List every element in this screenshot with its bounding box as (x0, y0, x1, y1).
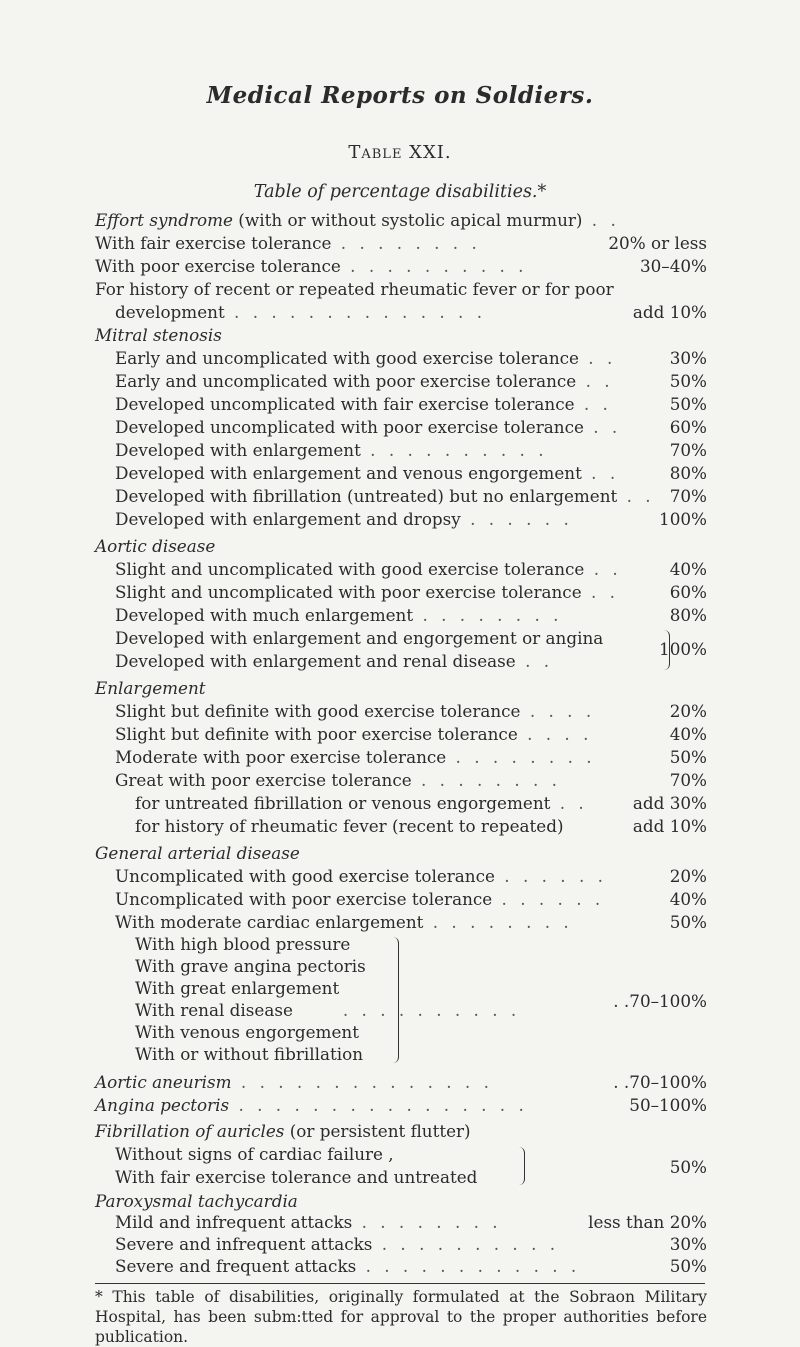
table-row-label: development . . . . . . . . . . . . . . (115, 302, 487, 322)
table-row-label: Severe and infrequent attacks . . . . . . . . . . (115, 1234, 560, 1254)
table-row-value: 70% (669, 486, 707, 506)
table-row-value: 70% (669, 770, 707, 790)
table-row-label: Slight but definite with poor exercise tolerance . . . . (115, 724, 593, 744)
table-row-value: 50% (669, 747, 707, 767)
table-row-value: add 10% (632, 816, 707, 836)
section-heading-aortic: Aortic disease (95, 536, 216, 556)
section-heading-effort: Effort syndrome (with or without systolic apical murmur) . . (95, 210, 620, 230)
table-row-label: With venous engorgement (135, 1022, 359, 1042)
table-row-label: Developed with enlargement . . . . . . . . . . (115, 440, 548, 460)
table-row-label: Mild and infrequent attacks . . . . . . . . (115, 1212, 502, 1232)
table-row-label: With grave angina pectoris (135, 956, 366, 976)
table-row-value: 40% (669, 559, 707, 579)
table-row-label: Developed with enlargement and engorgement or angina (115, 628, 604, 648)
table-row-value: 50% (669, 1157, 707, 1177)
section-heading-fibrillation: Fibrillation of auricles (or persistent flutter) (95, 1121, 471, 1141)
section-heading-paroxysmal: Paroxysmal tachycardia (95, 1191, 298, 1211)
table-row-value: 50–100% (629, 1095, 707, 1115)
brace-mark (392, 937, 399, 1063)
table-row-value: 60% (669, 417, 707, 437)
table-row-label: With or without fibrillation (135, 1044, 364, 1064)
table-row-value: 20% (669, 866, 707, 886)
table-row-value: 50% (669, 394, 707, 414)
table-row-label: Developed with enlargement and venous engorgement . . (115, 463, 620, 483)
footnote-rule (95, 1283, 705, 1284)
table-row-label: With poor exercise tolerance . . . . . . . . . . (95, 256, 528, 276)
table-row-value: add 30% (632, 793, 707, 813)
table-row-label: for history of rheumatic fever (recent to repeated) (135, 816, 564, 836)
table-row-label: Slight and uncomplicated with good exercise tolerance . . (115, 559, 622, 579)
table-row-label: Developed with fibrillation (untreated) but no enlargement . . (115, 486, 655, 506)
table-row-label: Severe and frequent attacks . . . . . . . . . . . . (115, 1256, 581, 1276)
table-row-label: Slight and uncomplicated with poor exercise tolerance . . (115, 582, 619, 602)
running-head: Medical Reports on Soldiers. (206, 82, 594, 109)
table-row-value: 40% (669, 724, 707, 744)
table-row-label: With renal disease . . . . . . . . . . (135, 1000, 521, 1020)
table-row-value: . .70–100% (613, 991, 707, 1011)
table-row-value: 20% or less (608, 233, 707, 253)
table-row-value: 60% (669, 582, 707, 602)
table-row-label: Developed with enlargement and renal disease . . (115, 651, 554, 671)
table-row-value: 40% (669, 889, 707, 909)
table-caption: Table of percentage disabilities.* (253, 182, 547, 202)
table-row-value: 30% (669, 348, 707, 368)
table-row-value: 30% (669, 1234, 707, 1254)
section-heading-aneurism: Aortic aneurism . . . . . . . . . . . . . . (95, 1072, 493, 1092)
table-row-value: 70% (669, 440, 707, 460)
table-row-label: With fair exercise tolerance . . . . . . . . (95, 233, 481, 253)
table-row-label: For history of recent or repeated rheumatic fever or for poor (95, 279, 614, 299)
table-row-label: Moderate with poor exercise tolerance . . . . . . . . (115, 747, 596, 767)
brace-mark (518, 1147, 525, 1185)
footnote: * This table of disabilities, originally formulated at the Sobraon Military Hospital, has been subm:tted for approval to the proper authorities before publication. (95, 1288, 707, 1346)
section-heading-enlargement: Enlargement (95, 678, 206, 698)
table-row-label: With fair exercise tolerance and untreated (115, 1167, 478, 1187)
table-row-value: 50% (669, 1256, 707, 1276)
table-row-label: Developed with enlargement and dropsy . . . . . . (115, 509, 573, 529)
table-row-value: 20% (669, 701, 707, 721)
table-row-label: Developed with much enlargement . . . . . . . . (115, 605, 563, 625)
table-row-label: Developed uncomplicated with fair exercise tolerance . . (115, 394, 612, 414)
table-row-label: Without signs of cardiac failure , (115, 1144, 394, 1164)
table-row-value: 50% (669, 371, 707, 391)
table-row-value: 30–40% (639, 256, 707, 276)
table-row-value: 100% (659, 509, 707, 529)
table-number: Table XXI. (348, 142, 452, 163)
table-row-label: Developed uncomplicated with poor exercise tolerance . . (115, 417, 622, 437)
table-row-label: With high blood pressure (135, 934, 351, 954)
table-row-value: 80% (669, 463, 707, 483)
section-heading-arterial: General arterial disease (95, 843, 300, 863)
section-heading-angina: Angina pectoris . . . . . . . . . . . . . . . . (95, 1095, 528, 1115)
table-row-value: 100% (659, 639, 707, 659)
table-row-label: Early and uncomplicated with good exercise tolerance . . (115, 348, 617, 368)
table-row-label: Early and uncomplicated with poor exercise tolerance . . (115, 371, 614, 391)
table-row-value: . .70–100% (613, 1072, 707, 1092)
table-row-value: 50% (669, 912, 707, 932)
table-row-label: for untreated fibrillation or venous engorgement . . (135, 793, 588, 813)
table-row-label: Uncomplicated with good exercise tolerance . . . . . . (115, 866, 607, 886)
table-row-value: less than 20% (588, 1212, 707, 1232)
section-heading-mitral: Mitral stenosis (95, 325, 222, 345)
table-row-label: With great enlargement (135, 978, 340, 998)
table-row-value: 80% (669, 605, 707, 625)
table-row-value: add 10% (632, 302, 707, 322)
table-row-label: Uncomplicated with poor exercise tolerance . . . . . . (115, 889, 605, 909)
table-row-label: Great with poor exercise tolerance . . . . . . . . (115, 770, 562, 790)
table-row-label: With moderate cardiac enlargement . . . . . . . . (115, 912, 573, 932)
table-row-label: Slight but definite with good exercise tolerance . . . . (115, 701, 596, 721)
